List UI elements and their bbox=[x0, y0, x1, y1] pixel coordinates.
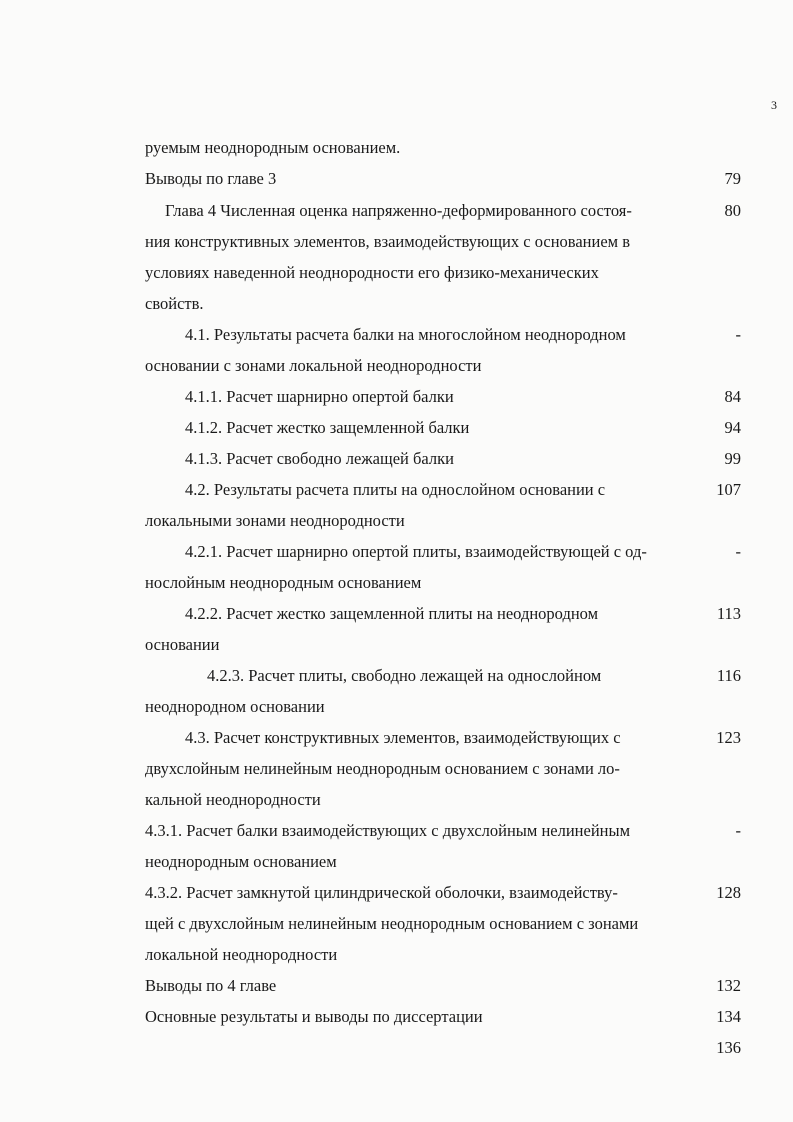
toc-line-text: локальной неоднородности bbox=[145, 945, 338, 964]
toc-line-text: 4.2. Результаты расчета плиты на однослойном основании с bbox=[185, 480, 606, 499]
toc-line-text: основании с зонами локальной неоднородности bbox=[145, 356, 482, 375]
toc-line bbox=[0, 784, 793, 815]
toc-line-text: свойств. bbox=[145, 294, 204, 313]
toc-line bbox=[0, 1032, 793, 1063]
toc-page-number: 116 bbox=[716, 666, 741, 685]
toc-line-text: локальными зонами неоднородности bbox=[145, 511, 405, 530]
toc-line-text: 4.1.1. Расчет шарнирно опертой балки bbox=[185, 387, 454, 406]
toc-line-text: 4.1. Результаты расчета балки на многослойном неоднородном bbox=[185, 325, 626, 344]
toc-line bbox=[0, 288, 793, 319]
toc-page-number: - bbox=[735, 821, 741, 840]
toc-line bbox=[0, 753, 793, 784]
toc-page-number: 84 bbox=[724, 387, 741, 406]
toc-line bbox=[0, 412, 793, 443]
toc-line bbox=[0, 939, 793, 970]
toc-page-number: 132 bbox=[716, 976, 741, 995]
toc-line bbox=[0, 132, 793, 163]
toc-line-text: нослойным неоднородным основанием bbox=[145, 573, 422, 592]
toc-line-text: Выводы по главе 3 bbox=[145, 169, 277, 188]
toc-line-text: основании bbox=[145, 635, 220, 654]
toc-line bbox=[0, 815, 793, 846]
toc-line bbox=[0, 1001, 793, 1032]
toc-line bbox=[0, 195, 793, 226]
toc-line bbox=[0, 908, 793, 939]
toc-page-number: - bbox=[735, 542, 741, 561]
toc-line bbox=[0, 381, 793, 412]
toc-line bbox=[0, 722, 793, 753]
toc-page-number: - bbox=[735, 325, 741, 344]
toc-line-text: неоднородным основанием bbox=[145, 852, 337, 871]
toc-line-text: руемым неоднородным основанием. bbox=[145, 138, 401, 157]
toc-line-text: 4.3. Расчет конструктивных элементов, взаимодействующих с bbox=[185, 728, 621, 747]
toc-line bbox=[0, 505, 793, 536]
toc-line-text: ния конструктивных элементов, взаимодействующих с основанием в bbox=[145, 232, 631, 251]
toc-page-number: 79 bbox=[724, 169, 741, 188]
page-number: 3 bbox=[771, 98, 777, 112]
toc-line bbox=[0, 660, 793, 691]
toc-page-number: 94 bbox=[724, 418, 741, 437]
toc-line bbox=[0, 319, 793, 350]
toc-line-text: 4.3.2. Расчет замкнутой цилиндрической оболочки, взаимодейству- bbox=[145, 883, 618, 902]
toc-line bbox=[0, 226, 793, 257]
toc-line bbox=[0, 163, 793, 194]
toc-line-text: двухслойным нелинейным неоднородным основанием с зонами ло- bbox=[145, 759, 620, 778]
toc-page-number: 107 bbox=[716, 480, 741, 499]
toc-line bbox=[0, 970, 793, 1001]
toc-line-text: Основные результаты и выводы по диссертации bbox=[145, 1007, 483, 1026]
toc-line-text: 4.1.3. Расчет свободно лежащей балки bbox=[185, 449, 454, 468]
toc-line bbox=[0, 629, 793, 660]
toc-line bbox=[0, 567, 793, 598]
toc-line bbox=[0, 846, 793, 877]
toc-page-number: 128 bbox=[716, 883, 741, 902]
toc-line-text: неоднородном основании bbox=[145, 697, 325, 716]
toc-line bbox=[0, 257, 793, 288]
toc-line bbox=[0, 691, 793, 722]
toc-line-text: условиях наведенной неоднородности его физико-механических bbox=[145, 263, 599, 282]
toc-page-number: 123 bbox=[716, 728, 741, 747]
toc-page-number: 136 bbox=[716, 1038, 741, 1057]
toc-line-text: Выводы по 4 главе bbox=[145, 976, 277, 995]
toc-page-number: 99 bbox=[724, 449, 741, 468]
toc-line bbox=[0, 443, 793, 474]
toc-line bbox=[0, 877, 793, 908]
toc-line-text: 4.3.1. Расчет балки взаимодействующих с двухслойным нелинейным bbox=[145, 821, 631, 840]
toc-line-text: 4.2.3. Расчет плиты, свободно лежащей на однослойном bbox=[207, 666, 602, 685]
toc-line-text: 4.1.2. Расчет жестко защемленной балки bbox=[185, 418, 470, 437]
toc-line bbox=[0, 598, 793, 629]
toc-line-text: Глава 4 Численная оценка напряженно-деформированного состоя- bbox=[165, 201, 632, 220]
toc-line bbox=[0, 474, 793, 505]
toc-page-number: 134 bbox=[716, 1007, 741, 1026]
toc-page-number: 80 bbox=[724, 201, 741, 220]
toc-line-text: 4.2.1. Расчет шарнирно опертой плиты, взаимодействующей с од- bbox=[185, 542, 647, 561]
toc-page-number: 113 bbox=[716, 604, 741, 623]
toc-line-text: щей с двухслойным нелинейным неоднородным основанием с зонами bbox=[145, 914, 639, 933]
toc-line-text: кальной неоднородности bbox=[145, 790, 321, 809]
toc-line bbox=[0, 350, 793, 381]
toc-line bbox=[0, 536, 793, 567]
toc-line-text: 4.2.2. Расчет жестко защемленной плиты на неоднородном bbox=[185, 604, 599, 623]
